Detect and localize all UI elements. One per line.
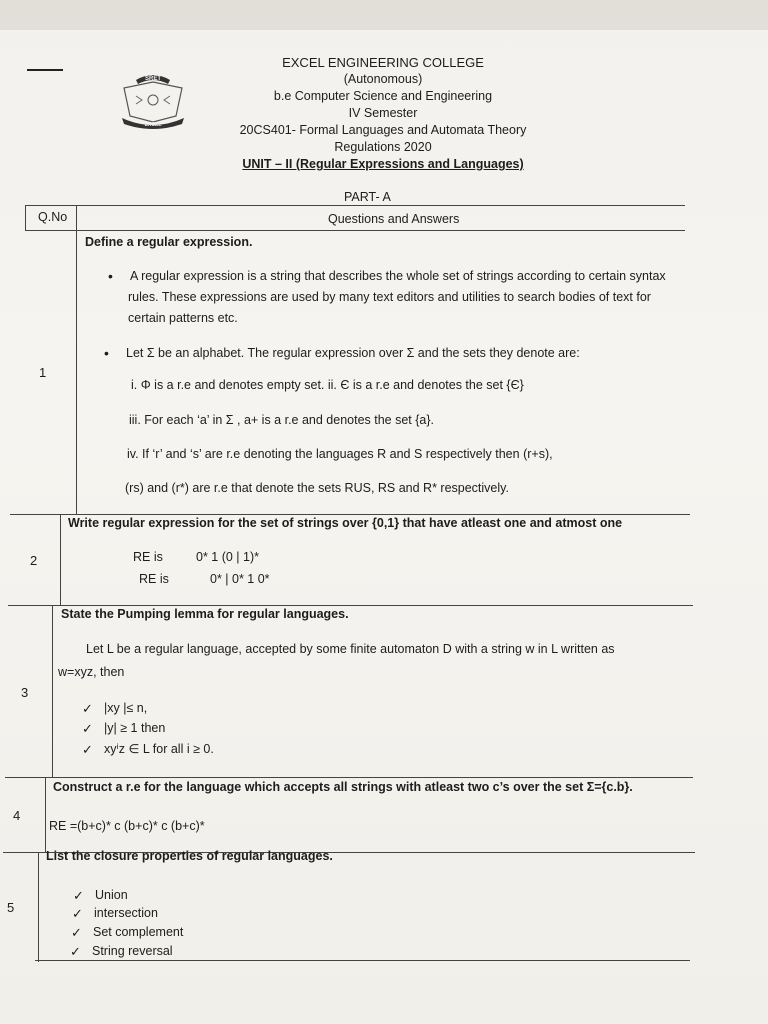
left-border [25, 205, 26, 230]
question-number: 3 [21, 685, 29, 700]
answer-line: i. Φ is a r.e and denotes empty set. ii. Є is a r.e and denotes the set {Є} [131, 378, 524, 392]
question-number: 4 [13, 808, 21, 823]
question-number: 2 [30, 553, 38, 568]
col-divider-c [52, 605, 53, 778]
answer-line: • A regular expression is a string that describes the whole set of strings according to certain syntax [130, 266, 666, 287]
answer-line: (rs) and (r*) are r.e that denote the sets RUS, RS and R* respectively. [125, 481, 509, 495]
answer-line: ✓ Union [95, 885, 128, 906]
question-title: Define a regular expression. [85, 235, 253, 249]
margin-mark [27, 69, 63, 71]
question-number: 1 [39, 365, 47, 380]
row-border-3 [5, 777, 693, 778]
scan-top-edge [0, 0, 768, 30]
col-divider-a [76, 205, 77, 515]
unit-title: UNIT – II (Regular Expressions and Languages) [242, 157, 524, 171]
question-title: Write regular expression for the set of strings over {0,1} that have atleast one and atmost one [68, 516, 623, 530]
answer-line: Let L be a regular language, accepted by some finite automaton D with a string w in L written as [86, 642, 615, 656]
answer-line: certain patterns etc. [128, 311, 238, 325]
answer-line: ✓ Set complement [93, 922, 183, 943]
table-top-border [25, 205, 685, 206]
answer-line: iv. If ‘r’ and ‘s’ are r.e denoting the languages R and S respectively then (r+s), [127, 447, 553, 461]
col-divider-b [60, 514, 61, 606]
answer-line: iii. For each ‘a’ in Σ , a+ is a r.e and denotes the set {a}. [129, 413, 435, 427]
college-logo [116, 68, 190, 130]
college-status: (Autonomous) [343, 72, 423, 86]
answer-line: ✓ xyⁱz ∈ L for all i ≥ 0. [104, 739, 214, 760]
answer-line: ✓ |y| ≥ 1 then [104, 718, 165, 739]
answer-line: ✓ String reversal [92, 941, 173, 962]
answer-line: 0* 1 (0 | 1)* [196, 550, 260, 564]
row-border-2 [8, 605, 693, 606]
col-header-qno: Q.No [38, 210, 68, 224]
question-title: State the Pumping lemma for regular languages. [61, 607, 349, 621]
logo-text-bottom: EXCEL [144, 122, 162, 128]
answer-line: • Let Σ be an alphabet. The regular expression over Σ and the sets they denote are: [126, 343, 580, 364]
program-name: b.e Computer Science and Engineering [273, 89, 493, 103]
col-divider-e [38, 852, 39, 962]
regulations: Regulations 2020 [334, 140, 432, 154]
header-block [218, 54, 548, 173]
col-divider-d [45, 777, 46, 853]
answer-line: 0* | 0* 1 0* [210, 572, 270, 586]
course-title: 20CS401- Formal Languages and Automata Theory [239, 123, 527, 137]
question-number: 5 [7, 900, 15, 915]
logo-text-top: SRET [144, 76, 162, 82]
answer-line: RE =(b+c)* c (b+c)* c (b+c)* [49, 819, 205, 833]
header-row-border [25, 230, 685, 231]
row-border-1 [10, 514, 690, 515]
part-label: PART- A [344, 190, 391, 204]
college-name: EXCEL ENGINEERING COLLEGE [282, 55, 484, 70]
semester: IV Semester [348, 106, 418, 120]
answer-line: RE is [133, 550, 163, 564]
answer-line: ✓ intersection [94, 903, 158, 924]
answer-line: RE is [139, 572, 169, 586]
col-header-qa: Questions and Answers [328, 212, 460, 226]
question-title: Construct a r.e for the language which accepts all strings with atleast two c’s over the set Σ={c.b}. [53, 780, 633, 794]
answer-line: w=xyz, then [58, 665, 125, 679]
answer-line: ✓ |xy |≤ n, [104, 698, 147, 719]
question-title: List the closure properties of regular languages. [46, 849, 333, 863]
answer-line: rules. These expressions are used by many text editors and utilities to search bodies of text for [128, 290, 651, 304]
